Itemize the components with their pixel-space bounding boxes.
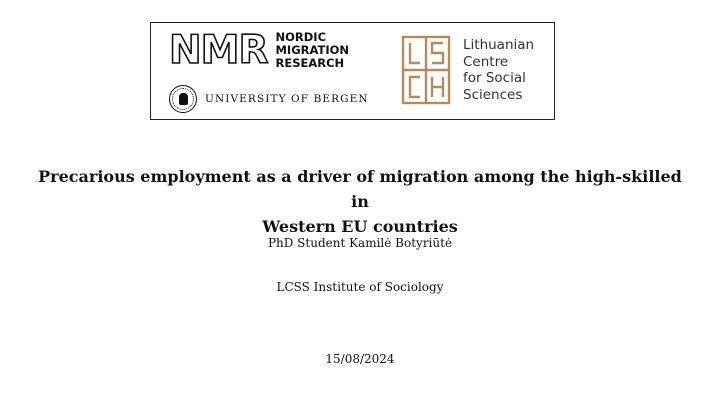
date-line: 15/08/2024 bbox=[325, 352, 395, 366]
uib-seal-icon bbox=[169, 85, 197, 113]
lcss-word-1: Lithuanian bbox=[463, 37, 535, 53]
slide-title bbox=[30, 164, 690, 239]
nmr-wordmark bbox=[275, 31, 349, 70]
nmr-mark: NMR bbox=[169, 28, 268, 73]
logo-banner bbox=[150, 22, 555, 120]
nmr-word-1: NORDIC bbox=[275, 30, 327, 44]
uib-logo bbox=[169, 85, 369, 113]
uib-name: UNIVERSITY OF BERGEN bbox=[205, 93, 369, 105]
nmr-word-3: RESEARCH bbox=[275, 56, 345, 70]
lcss-logo bbox=[401, 35, 534, 105]
lcss-wordmark bbox=[463, 37, 534, 103]
slide-title-line-1: Precarious employment as a driver of migration among the high-skilled in bbox=[38, 167, 682, 211]
institution-line: LCSS Institute of Sociology bbox=[276, 280, 444, 294]
lcss-word-3: for Social bbox=[463, 70, 526, 86]
lcss-word-4: Sciences bbox=[463, 86, 523, 103]
slide-title-line-2: Western EU countries bbox=[262, 217, 458, 236]
author-line: PhD Student Kamilė Botyriūtė bbox=[267, 236, 453, 250]
nmr-logo bbox=[169, 28, 350, 73]
lcss-mark-icon bbox=[401, 35, 451, 105]
nmr-word-2: MIGRATION bbox=[275, 43, 350, 57]
lcss-word-2: Centre bbox=[463, 53, 509, 70]
